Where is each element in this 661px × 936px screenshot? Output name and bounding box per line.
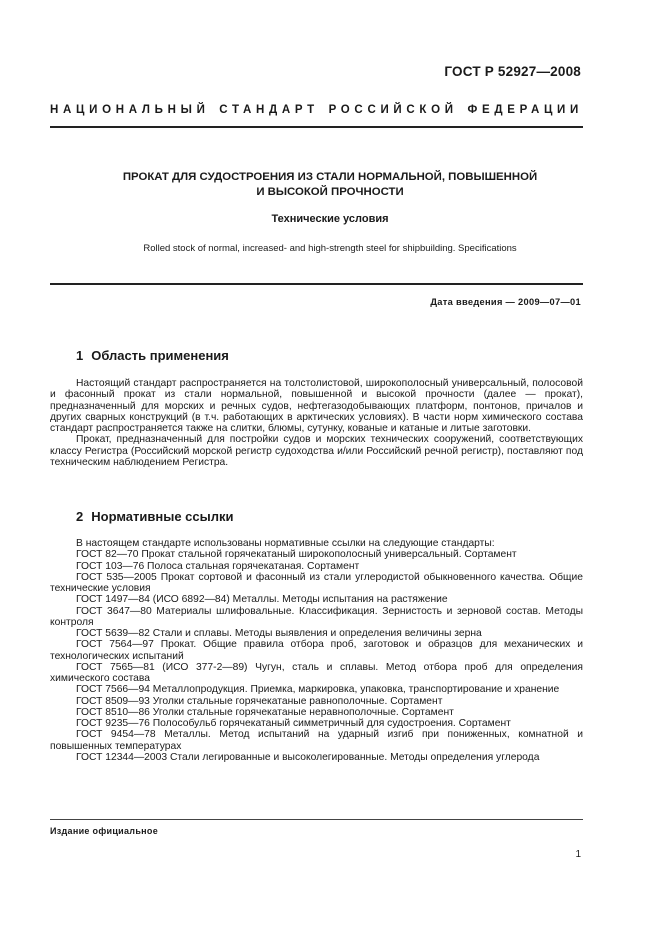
paragraph: Настоящий стандарт распространяется на толстолистовой, широкополосный универсальный, полосовой и фасонный прокат из стали нормальной, повышенной и высокой прочности (далее — прокат), предназначенный для морских и речных судов, нефтегазодобывающих платформ, понтонов, причалов и других сварных конструкций (в т.ч. работающих в арктических условиях). В части норм химического состава стандарт распространяется также на слитки, блюмы, сутунку, кованые и катаные и литые заготовки.: [50, 378, 583, 435]
introduction-date: Дата введения — 2009—07—01: [430, 297, 581, 307]
title-line-2: И ВЫСОКОЙ ПРОЧНОСТИ: [256, 186, 404, 198]
reference-item: ГОСТ 103—76 Полоса стальная горячекатаная. Сортамент: [76, 560, 360, 572]
reference-item: ГОСТ 8509—93 Уголки стальные горячекатаные равнополочные. Сортамент: [76, 695, 443, 707]
page-number: 1: [575, 849, 581, 860]
reference-item: ГОСТ 535—2005 Прокат сортовой и фасонный из стали углеродистой обыкновенного качества. Общие технические условия: [50, 571, 583, 594]
english-title: Rolled stock of normal, increased- and high-strength steel for shipbuilding. Specifications: [143, 243, 517, 254]
reference-item: ГОСТ 7565—81 (ИСО 377-2—89) Чугун, сталь и сплавы. Метод отбора проб для определения химического состава: [50, 661, 583, 684]
section-title: Область применения: [91, 348, 229, 363]
reference-item: ГОСТ 8510—86 Уголки стальные горячекатаные неравнополочные. Сортамент: [76, 706, 454, 718]
header-divider: [50, 126, 583, 128]
reference-item: ГОСТ 9235—76 Полособульб горячекатаный симметричный для судостроения. Сортамент: [76, 718, 511, 729]
section-1-body: [50, 378, 583, 468]
reference-item: ГОСТ 82—70 Прокат стальной горячекатаный широкополосный универсальный. Сортамент: [76, 549, 517, 561]
paragraph: Прокат, предназначенный для постройки судов и морских технических сооружений, соответствующих классу Регистра (Российский морской регистр судоходства и/или Российский речной регистр), поставляют под техническим наблюдением Регистра.: [50, 434, 583, 469]
reference-item: ГОСТ 7564—97 Прокат. Общие правила отбора проб, заготовок и образцов для механических и технологических испытаний: [50, 639, 583, 662]
official-edition-label: Издание официальное: [50, 826, 159, 836]
reference-item: ГОСТ 5639—82 Стали и сплавы. Методы выявления и определения величины зерна: [76, 628, 482, 639]
document-title: [70, 170, 590, 200]
title-divider: [50, 283, 583, 285]
section-2-heading: [76, 509, 233, 524]
title-line-1: ПРОКАТ ДЛЯ СУДОСТРОЕНИЯ ИЗ СТАЛИ НОРМАЛЬНОЙ, ПОВЫШЕННОЙ: [122, 171, 538, 183]
section-number: 1: [76, 348, 84, 363]
reference-item: ГОСТ 12344—2003 Стали легированные и высоколегированные. Методы определения углерода: [76, 751, 540, 763]
section-number: 2: [76, 509, 84, 524]
reference-item: ГОСТ 9454—78 Металлы. Метод испытаний на ударный изгиб при пониженных, комнатной и повышенных температурах: [50, 729, 583, 752]
document-subtitle: Технические условия: [271, 213, 389, 225]
national-standard-header: НАЦИОНАЛЬНЫЙ СТАНДАРТ РОССИЙСКОЙ ФЕДЕРАЦИИ: [50, 104, 583, 116]
section-1-heading: [76, 348, 229, 363]
paragraph: В настоящем стандарте использованы нормативные ссылки на следующие стандарты:: [76, 538, 495, 549]
normative-references-list: [50, 538, 583, 763]
document-number: ГОСТ Р 52927—2008: [444, 64, 581, 79]
reference-item: ГОСТ 7566—94 Металлопродукция. Приемка, маркировка, упаковка, транспортирование и хранение: [76, 684, 560, 696]
footer-divider: [50, 819, 583, 820]
section-title: Нормативные ссылки: [91, 509, 234, 524]
reference-item: ГОСТ 1497—84 (ИСО 6892—84) Металлы. Методы испытания на растяжение: [76, 594, 448, 606]
reference-item: ГОСТ 3647—80 Материалы шлифовальные. Классификация. Зернистость и зерновой состав. Методы контроля: [50, 605, 583, 628]
